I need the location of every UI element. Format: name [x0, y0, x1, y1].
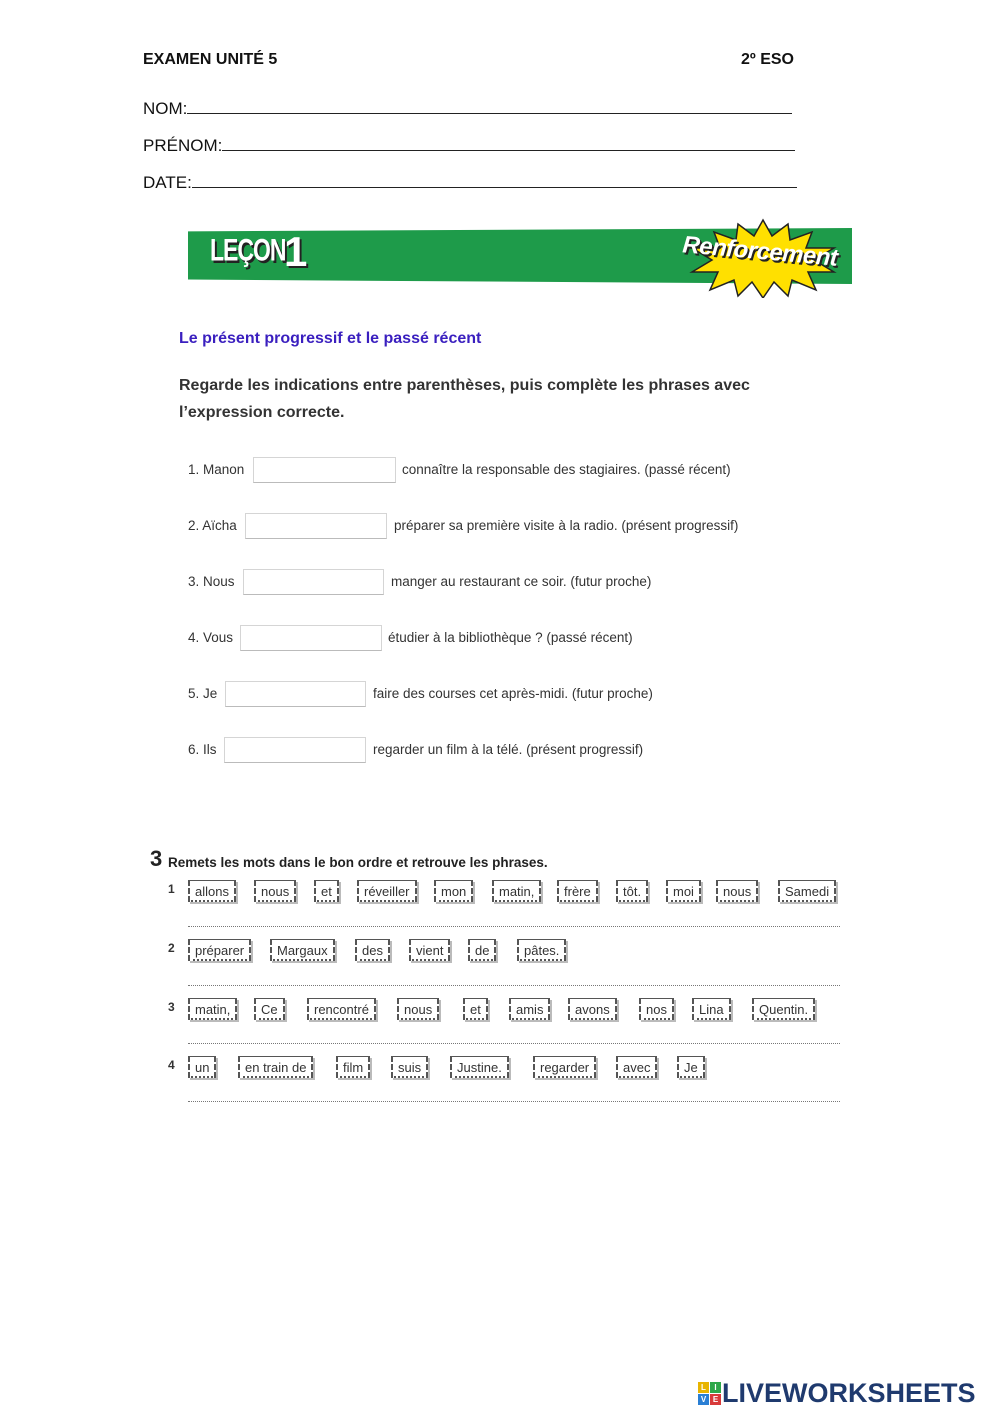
- item-5-suffix: faire des courses cet après-midi. (futur proche): [373, 686, 653, 701]
- word-tile[interactable]: suis: [391, 1056, 428, 1078]
- name-underline: [187, 99, 792, 114]
- word-tile[interactable]: nos: [639, 998, 674, 1020]
- line-3-answer-line[interactable]: [188, 1043, 840, 1044]
- word-tile[interactable]: Justine.: [450, 1056, 509, 1078]
- line-2-answer-line[interactable]: [188, 985, 840, 986]
- section-title: Le présent progressif et le passé récent: [179, 330, 482, 347]
- word-tile[interactable]: moi: [666, 880, 701, 902]
- date-field[interactable]: [143, 173, 797, 193]
- reinforcement-tag: Renforcement: [681, 231, 839, 272]
- word-tile[interactable]: avons: [568, 998, 617, 1020]
- grade-label: 2º ESO: [741, 51, 794, 68]
- word-tile[interactable]: Ce: [254, 998, 285, 1020]
- word-tile[interactable]: de: [468, 939, 496, 961]
- name-field[interactable]: [143, 99, 792, 119]
- lesson-number: 1: [284, 228, 308, 275]
- lesson-banner: [188, 220, 852, 292]
- item-2-prefix: 2. Aïcha: [188, 518, 237, 533]
- item-2-suffix: préparer sa première visite à la radio. (présent progressif): [394, 518, 739, 533]
- exercise-3-title: Remets les mots dans le bon ordre et retrouve les phrases.: [168, 855, 548, 870]
- item-1-answer-blank[interactable]: [253, 457, 396, 483]
- word-tile[interactable]: des: [355, 939, 390, 961]
- item-5-prefix: 5. Je: [188, 686, 218, 701]
- item-1-suffix: connaître la responsable des stagiaires. (passé récent): [402, 462, 731, 477]
- line-3-number: 3: [168, 1000, 175, 1014]
- line-4-number: 4: [168, 1058, 175, 1072]
- word-tile[interactable]: Samedi: [778, 880, 836, 902]
- word-tile[interactable]: préparer: [188, 939, 251, 961]
- name-label: NOM:: [143, 99, 188, 118]
- word-tile[interactable]: pâtes.: [517, 939, 566, 961]
- word-tile[interactable]: Margaux: [270, 939, 335, 961]
- line-1-answer-line[interactable]: [188, 926, 840, 927]
- exercise-3-number: 3: [150, 846, 163, 871]
- item-3-answer-blank[interactable]: [243, 569, 384, 595]
- word-tile[interactable]: vient: [409, 939, 450, 961]
- lesson-label: LEÇON: [210, 232, 286, 268]
- item-6-prefix: 6. Ils: [188, 742, 217, 757]
- word-tile[interactable]: mon: [434, 880, 473, 902]
- word-tile[interactable]: allons: [188, 880, 236, 902]
- word-tile[interactable]: et: [463, 998, 488, 1020]
- word-tile[interactable]: rencontré: [307, 998, 376, 1020]
- item-5-answer-blank[interactable]: [225, 681, 366, 707]
- item-4-suffix: étudier à la bibliothèque ? (passé récent): [388, 630, 633, 645]
- date-underline: [192, 173, 797, 188]
- word-tile[interactable]: un: [188, 1056, 216, 1078]
- first-name-underline: [222, 136, 795, 151]
- word-tile[interactable]: nous: [254, 880, 296, 902]
- instruction-text: Regarde les indications entre parenthèses, puis complète les phrases avec l’expression correcte.: [179, 377, 750, 421]
- word-tile[interactable]: Lina: [692, 998, 731, 1020]
- word-tile[interactable]: regarder: [533, 1056, 596, 1078]
- item-3-suffix: manger au restaurant ce soir. (futur proche): [391, 574, 652, 589]
- item-6-answer-blank[interactable]: [224, 737, 366, 763]
- word-tile[interactable]: réveiller: [357, 880, 417, 902]
- first-name-field[interactable]: [143, 136, 795, 156]
- word-tile[interactable]: et: [314, 880, 339, 902]
- word-tile[interactable]: nous: [716, 880, 758, 902]
- word-tile[interactable]: amis: [509, 998, 550, 1020]
- word-tile[interactable]: en train de: [238, 1056, 313, 1078]
- word-tile[interactable]: Quentin.: [752, 998, 815, 1020]
- word-tile[interactable]: nous: [397, 998, 439, 1020]
- word-tile[interactable]: film: [336, 1056, 370, 1078]
- line-4-answer-line[interactable]: [188, 1101, 840, 1102]
- word-tile[interactable]: matin,: [188, 998, 237, 1020]
- item-4-prefix: 4. Vous: [188, 630, 234, 645]
- word-tile[interactable]: tôt.: [616, 880, 648, 902]
- word-tile[interactable]: frère: [557, 880, 598, 902]
- line-2-number: 2: [168, 941, 175, 955]
- item-4-answer-blank[interactable]: [240, 625, 382, 651]
- item-3-prefix: 3. Nous: [188, 574, 235, 589]
- exam-title: EXAMEN UNITÉ 5: [143, 51, 278, 68]
- line-1-number: 1: [168, 882, 175, 896]
- word-tile[interactable]: Je: [677, 1056, 705, 1078]
- date-label: DATE:: [143, 173, 192, 192]
- item-2-answer-blank[interactable]: [245, 513, 387, 539]
- first-name-label: PRÉNOM:: [143, 136, 223, 155]
- liveworksheets-logo-icon: L I V E: [698, 1382, 722, 1406]
- word-tile[interactable]: avec: [616, 1056, 657, 1078]
- liveworksheets-wordmark: LIVEWORKSHEETS: [722, 1378, 976, 1408]
- item-1-prefix: 1. Manon: [188, 462, 245, 477]
- item-6-suffix: regarder un film à la télé. (présent progressif): [373, 742, 644, 757]
- word-tile[interactable]: matin,: [492, 880, 541, 902]
